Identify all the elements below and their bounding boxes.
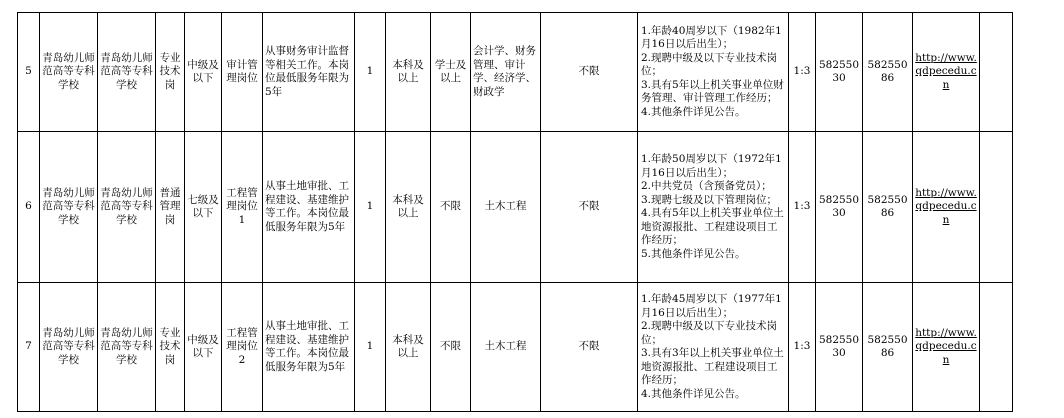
major-cell: 土木工程: [471, 283, 541, 412]
requirement-line: 1.年龄45周岁以下（1977年1月16日以后出生）；: [641, 293, 782, 319]
other-major-cell: 不限: [541, 283, 638, 412]
phone2-cell: 58255086: [863, 132, 913, 283]
education-cell: 本科及以上: [386, 283, 431, 412]
requirement-line: 4.其他条件详见公告。: [641, 387, 746, 400]
major-cell: 会计学、财务管理、审计学、经济学、财政学: [471, 13, 541, 132]
seq-cell: 6: [18, 132, 40, 283]
duties-cell: 从事土地审批、工程建设、基建维护等工作。本岗位最低服务年限为5年: [263, 132, 355, 283]
website-link[interactable]: http://www.qdpecedu.cn: [915, 326, 977, 366]
phone1-cell: 58255030: [816, 132, 863, 283]
category-cell: 普通管理岗: [156, 132, 185, 283]
requirement-line: 3.现聘七级及以下管理岗位；: [641, 193, 778, 206]
requirements-cell: [638, 283, 789, 412]
count-cell: 1: [355, 283, 386, 412]
duties-cell: 从事土地审批、工程建设、基建维护等工作。本岗位最低服务年限为5年: [263, 283, 355, 412]
recruitment-table: [17, 12, 1013, 412]
website-cell: [913, 283, 980, 412]
phone2-cell: 58255086: [863, 13, 913, 132]
ratio-cell: 1:3: [789, 283, 816, 412]
phone1-cell: 58255030: [816, 283, 863, 412]
unit-cell: 青岛幼儿师范高等专科学校: [40, 132, 98, 283]
requirement-line: 1.年龄40周岁以下（1982年1月16日以后出生）；: [641, 24, 782, 51]
unit-cell: 青岛幼儿师范高等专科学校: [40, 283, 98, 412]
count-cell: 1: [355, 13, 386, 132]
table-row: [18, 13, 1013, 132]
ratio-cell: 1:3: [789, 13, 816, 132]
requirement-line: 2.现聘中级及以下专业技术岗位；: [641, 320, 778, 346]
other-major-cell: 不限: [541, 132, 638, 283]
requirement-line: 2.中共党员（含预备党员）；: [641, 180, 772, 192]
empty-cell: [980, 13, 1013, 132]
dept-cell: 青岛幼儿师范高等专科学校: [98, 283, 156, 412]
unit-cell: 青岛幼儿师范高等专科学校: [40, 13, 98, 132]
education-cell: 本科及以上: [386, 13, 431, 132]
degree-cell: 不限: [431, 283, 471, 412]
empty-cell: [980, 283, 1013, 412]
position-cell: 工程管理岗位2: [222, 283, 263, 412]
phone1-cell: 58255030: [816, 13, 863, 132]
website-link[interactable]: http://www.qdpecedu.cn: [915, 51, 977, 91]
requirement-line: 4.具有5年以上机关事业单位土地资源报批、工程建设项目工作经历；: [641, 207, 784, 246]
degree-cell: 不限: [431, 132, 471, 283]
website-cell: [913, 132, 980, 283]
major-cell: 土木工程: [471, 132, 541, 283]
requirement-line: 3.具有5年以上机关事业单位财务管理、审计管理工作经历；: [641, 78, 784, 105]
website-cell: [913, 13, 980, 132]
education-cell: 本科及以上: [386, 132, 431, 283]
category-cell: 专业技术岗: [156, 13, 185, 132]
degree-cell: 学士及以上: [431, 13, 471, 132]
position-cell: 审计管理岗位: [222, 13, 263, 132]
position-cell: 工程管理岗位1: [222, 132, 263, 283]
phone2-cell: 58255086: [863, 283, 913, 412]
requirement-line: 1.年龄50周岁以下（1972年1月16日以后出生）；: [641, 153, 782, 179]
count-cell: 1: [355, 132, 386, 283]
table-row: [18, 132, 1013, 283]
dept-cell: 青岛幼儿师范高等专科学校: [98, 132, 156, 283]
duties-cell: 从事财务审计监督等相关工作。本岗位最低服务年限为5年: [263, 13, 355, 132]
requirement-line: 3.具有3年以上机关事业单位土地资源报批、工程建设项目工作经历；: [641, 347, 784, 386]
requirements-cell: [638, 132, 789, 283]
level-cell: 中级及以下: [185, 13, 222, 132]
ratio-cell: 1:3: [789, 132, 816, 283]
seq-cell: 5: [18, 13, 40, 132]
category-cell: 专业技术岗: [156, 283, 185, 412]
requirement-line: 4.其他条件详见公告。: [641, 105, 746, 118]
dept-cell: 青岛幼儿师范高等专科学校: [98, 13, 156, 132]
table-row: [18, 283, 1013, 412]
other-major-cell: 不限: [541, 13, 638, 132]
seq-cell: 7: [18, 283, 40, 412]
website-link[interactable]: http://www.qdpecedu.cn: [915, 186, 977, 226]
requirement-line: 2.现聘中级及以下专业技术岗位；: [641, 51, 778, 78]
requirement-line: 5.其他条件详见公告。: [641, 247, 746, 260]
empty-cell: [980, 132, 1013, 283]
requirements-cell: [638, 13, 789, 132]
level-cell: 中级及以下: [185, 283, 222, 412]
level-cell: 七级及以下: [185, 132, 222, 283]
